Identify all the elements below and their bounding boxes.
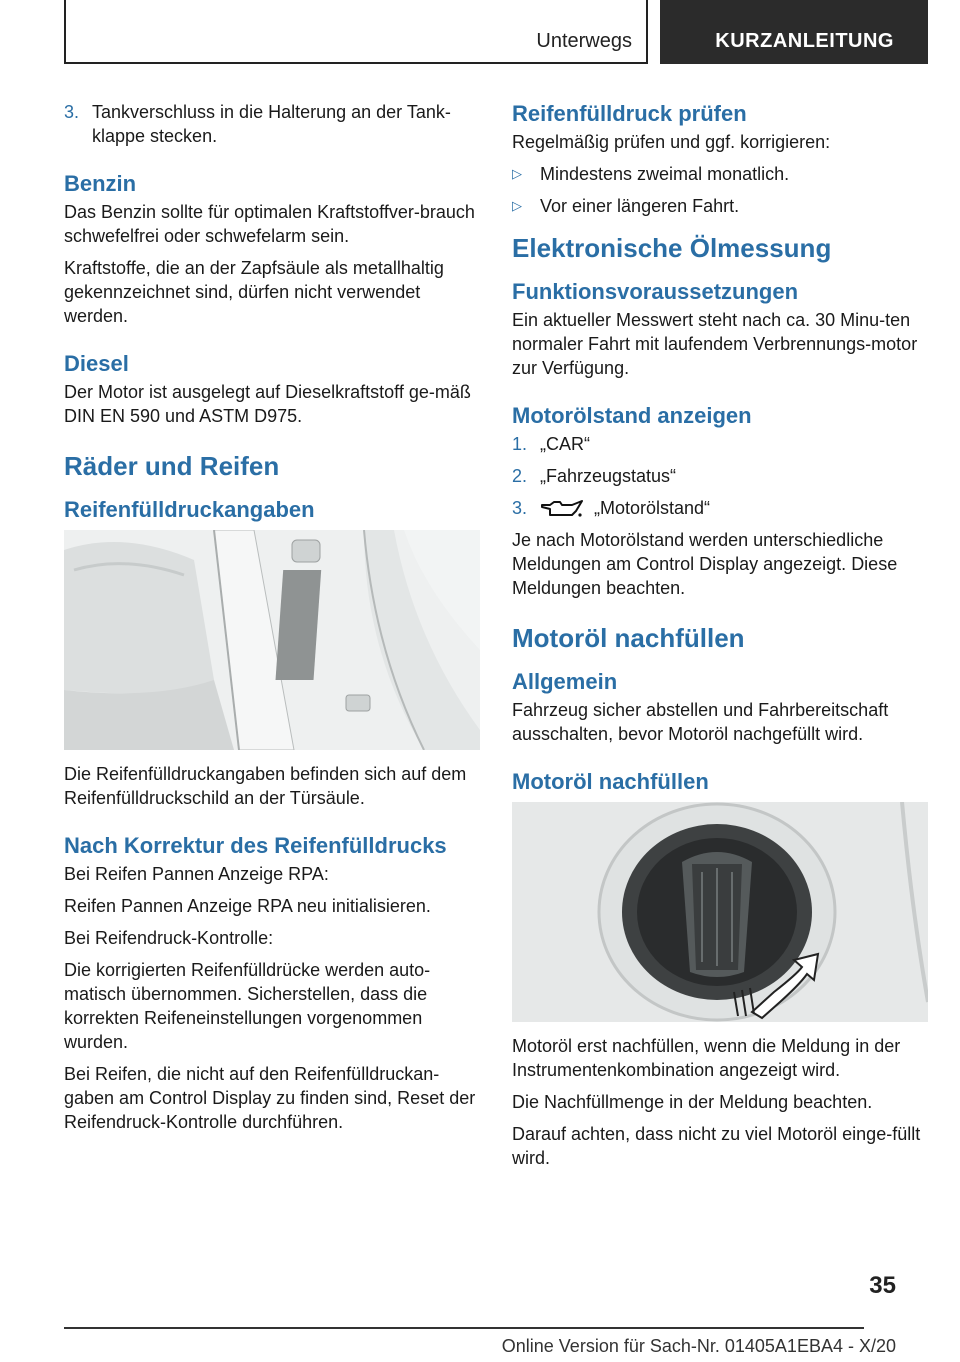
list-item: ▷ Vor einer längeren Fahrt. (512, 196, 740, 216)
paragraph: Der Motor ist ausgelegt auf Dieselkraftstoff ge-mäß DIN EN 590 und ASTM D975. (64, 382, 471, 426)
header-chapter-box (660, 0, 928, 64)
heading-funktionsvoraussetzungen: Funktionsvoraussetzungen (512, 279, 799, 304)
heading-allgemein: Allgemein (512, 669, 618, 694)
heading-motoroel-nachfuellen-sub: Motoröl nachfüllen (512, 769, 709, 794)
heading-nach-korrektur: Nach Korrektur des Reifenfülldrucks (64, 833, 447, 858)
step-2: 2. „Fahrzeugstatus“ (512, 466, 677, 486)
list-item: ▷ Mindestens zweimal monatlich. (512, 164, 790, 184)
paragraph: Regelmäßig prüfen und ggf. korrigieren: (512, 132, 831, 152)
heading-benzin: Benzin (64, 171, 137, 196)
footer-online-version: Online Version für Sach-Nr. 01405A1EBA4 - X/20 (501, 1336, 896, 1356)
left-column (64, 100, 480, 1142)
page-header (64, 0, 928, 64)
heading-reifenfuelldruckangaben: Reifenfülldruckangaben (64, 497, 315, 522)
header-section-box (64, 0, 648, 64)
figure-caption: Die Reifenfülldruckangaben befinden sich auf dem Reifenfülldruckschild an der Türsäule. (64, 764, 467, 808)
heading-diesel: Diesel (64, 351, 129, 376)
paragraph: Darauf achten, dass nicht zu viel Motoröl einge-füllt wird. (512, 1124, 921, 1168)
paragraph: Bei Reifen, die nicht auf den Reifenfülldruckan-gaben am Control Display zu finden sind, Reset der Reifendruck-Kontrolle durchführen. (64, 1064, 476, 1132)
paragraph: Das Benzin sollte für optimalen Kraftstoffver-brauch schwefelfrei oder schwefelarm sein. (64, 202, 475, 246)
paragraph: Ein aktueller Messwert steht nach ca. 30 Minu-ten normaler Fahrt mit laufendem Verbrennungs-motor zur Verfügung. (512, 310, 918, 378)
oil-filler-cap-illustration (512, 802, 928, 1022)
paragraph: Bei Reifendruck-Kontrolle: (64, 928, 274, 948)
header-section: Unterwegs (536, 30, 632, 52)
triangle-bullet-icon: ▷ (512, 198, 522, 213)
heading-motoroel-nachfuellen: Motoröl nachfüllen (512, 623, 745, 653)
header-chapter: KURZANLEITUNG (715, 30, 894, 52)
heading-elektronische-oelmessung: Elektronische Ölmessung (512, 233, 832, 263)
paragraph: Fahrzeug sicher abstellen und Fahrbereitschaft ausschalten, bevor Motoröl nachgefüllt wird. (512, 700, 889, 744)
step-text: Tankverschluss in die Halterung an der Tank-klappe stecken. (92, 102, 451, 146)
footer-divider (64, 1327, 864, 1329)
paragraph: Kraftstoffe, die an der Zapfsäule als metallhaltig gekennzeichnet sind, dürfen nicht verwendet werden. (64, 258, 444, 326)
heading-raeder-und-reifen: Räder und Reifen (64, 451, 280, 481)
step-3 (64, 100, 480, 148)
heading-motoroelstand-anzeigen: Motorölstand anzeigen (512, 403, 752, 428)
page-number: 35 (869, 1272, 896, 1299)
door-pillar-illustration (64, 530, 480, 750)
paragraph: Die korrigierten Reifenfülldrücke werden auto-matisch übernommen. Sicherstellen, dass die korrekten Reifeneinstellungen vorgenommen wurden. (64, 960, 431, 1052)
step-number: 3. (64, 102, 80, 122)
right-column (512, 100, 928, 1178)
paragraph: Je nach Motorölstand werden unterschiedliche Meldungen am Control Display angezeigt. Diese Meldungen beachten. (512, 530, 898, 598)
oil-can-icon (540, 499, 584, 519)
heading-reifenfuelldruck-pruefen: Reifenfülldruck prüfen (512, 101, 747, 126)
paragraph: Bei Reifen Pannen Anzeige RPA: (64, 864, 329, 884)
paragraph: Reifen Pannen Anzeige RPA neu initialisieren. (64, 896, 431, 916)
step-1: 1. „CAR“ (512, 434, 590, 454)
paragraph: Die Nachfüllmenge in der Meldung beachten. (512, 1092, 873, 1112)
step-3: 3. „Motorölstand“ (512, 498, 711, 518)
figure-caption: Motoröl erst nachfüllen, wenn die Meldung in der Instrumentenkombination angezeigt wird. (512, 1036, 901, 1080)
triangle-bullet-icon: ▷ (512, 166, 522, 181)
